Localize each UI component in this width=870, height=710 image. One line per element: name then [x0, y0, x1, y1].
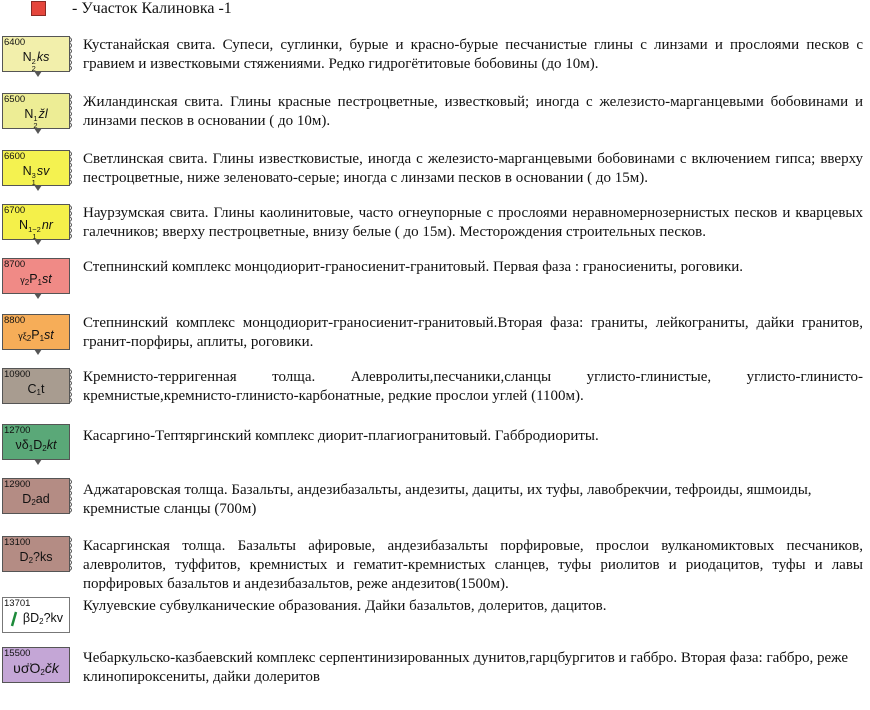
legend-index: $\nu\delta_1D_2kt$: [15, 438, 57, 453]
legend-description: Наурзумская свита. Глины каолинитовые, часто огнеупорные с прослоями неравномернозернистых песков и кварцевых галечников; вверху пестроцветные, внизу белые ( до 15м). Месторождения строительных песков.: [83, 205, 863, 240]
swatch-pointer: [34, 459, 42, 465]
wavy-edge: [69, 479, 74, 513]
legend-description: Аджатаровская толща. Базальты, андезибазальты, андезиты, дациты, их туфы, лавобрекчии, тефроиды, яшмоиды, кремнистые сланцы (700м): [83, 482, 812, 517]
legend-code: 6600: [4, 151, 26, 162]
legend-index: N 1 2 žl: [24, 107, 48, 130]
swatch-pointer: [34, 239, 42, 245]
swatch-pointer: [34, 185, 42, 191]
swatch-pointer: [34, 293, 42, 299]
legend-code: 12700: [4, 425, 31, 436]
legend-description: Светлинская свита. Глины известковистые, иногда с железисто-марганцевыми бобовинами с включением гипса; вверху пестроцветные, ниже зеленовато-серые; иногда с линзами песков в основании ( до 15м).: [83, 151, 863, 186]
header-swatch: [31, 1, 46, 16]
swatch-pointer: [34, 71, 42, 77]
legend-swatch: [2, 647, 70, 683]
legend-code: 6700: [4, 205, 26, 216]
legend-swatch: [2, 314, 70, 350]
legend-description: Степнинский комплекс монцодиорит-граносиенит-гранитовый. Первая фаза : граносиениты, роговики.: [83, 259, 744, 275]
legend-index: N 2 2 ks: [22, 50, 50, 73]
legend-swatch: [2, 36, 70, 72]
legend-swatch: [2, 536, 70, 572]
legend-swatch: [2, 93, 70, 129]
legend-description: Кулуевские субвулканические образования. Дайки базальтов, долеритов, дацитов.: [83, 598, 607, 614]
legend-code: 8700: [4, 259, 26, 270]
legend-description: Касаргинская толща. Базальты афировые, андезибазальты порфировые, прослои вулканомиктовых песчаников, алевролитов, туффитов, кремнистых и гематит-кремнистых сланцев, туфы риолитов и риодацитов, туфы и лавы порфировых базальтов и андезибазальтов, реже андезитов(1500м).: [83, 538, 863, 592]
legend-swatch: [2, 150, 70, 186]
swatch-pointer: [34, 349, 42, 355]
swatch-pointer: [34, 128, 42, 134]
legend-index: $\gamma\xi_2P_1st$: [18, 328, 54, 343]
legend-index: N 3 1 sv: [22, 164, 50, 187]
wavy-edge: [69, 151, 74, 185]
legend-index: N 1−2 1 nr: [19, 218, 53, 241]
legend-swatch: [2, 597, 70, 633]
legend-index: $\gamma_2P_1st$: [20, 272, 52, 287]
legend-code: 10900: [4, 369, 31, 380]
legend-code: 13100: [4, 537, 31, 548]
header-label: - Участок Калиновка -1: [72, 0, 232, 17]
legend-index: $C_1t$: [27, 382, 45, 397]
wavy-edge: [69, 37, 74, 71]
legend-index: $D_2?ks$: [19, 550, 53, 565]
legend-index: $D_2ad$: [22, 492, 50, 507]
legend-swatch: [2, 424, 70, 460]
wavy-edge: [69, 205, 74, 239]
wavy-edge: [69, 537, 74, 571]
legend-swatch: [2, 368, 70, 404]
legend-code: 8800: [4, 315, 26, 326]
legend-code: 13701: [4, 598, 31, 609]
legend-index: $\beta D_2?kv$: [22, 611, 64, 626]
wavy-edge: [69, 94, 74, 128]
legend-description: Степнинский комплекс монцодиорит-граносиенит-гранитовый.Вторая фаза: граниты, лейкограниты, дайки гранитов, гранит-порфиры, аплиты, роговики.: [83, 315, 863, 350]
legend-description: Кремнисто-терригенная толща. Алевролиты,песчаники,сланцы углисто-глинистые, углисто-глинисто-кремнистые,кремнисто-глинисто-карбонатные, редкие прослои углей (1100м).: [83, 369, 863, 404]
legend-description: Жиландинская свита. Глины красные пестроцветные, известковый; иногда с железисто-марганцевыми бобовинами и линзами песков в основании ( до 10м).: [83, 94, 863, 129]
legend-description: Чебаркульско-казбаевский комплекс серпентинизированных дунитов,гарцбургитов и габбро. Вторая фаза: габбро, реже клинопироксениты, дайки долеритов: [83, 650, 848, 685]
legend-index: $\upsilon\sigmäO_2čk$: [13, 660, 59, 677]
legend-swatch: [2, 478, 70, 514]
legend-swatch: [2, 258, 70, 294]
legend-code: 6500: [4, 94, 26, 105]
wavy-edge: [69, 369, 74, 403]
legend-code: 12900: [4, 479, 31, 490]
legend-description: Касаргино-Тептяргинский комплекс диорит-плагиогранитовый. Габбродиориты.: [83, 428, 599, 444]
legend-code: 6400: [4, 37, 26, 48]
legend-swatch: [2, 204, 70, 240]
legend-description: Кустанайская свита. Супеси, суглинки, бурые и красно-бурые песчанистые глины с линзами и прослоями песков с гравием и известковыми стяжениями. Редко гидрогётитовые бобовины (до 10м).: [83, 37, 863, 72]
legend-code: 15500: [4, 648, 31, 659]
